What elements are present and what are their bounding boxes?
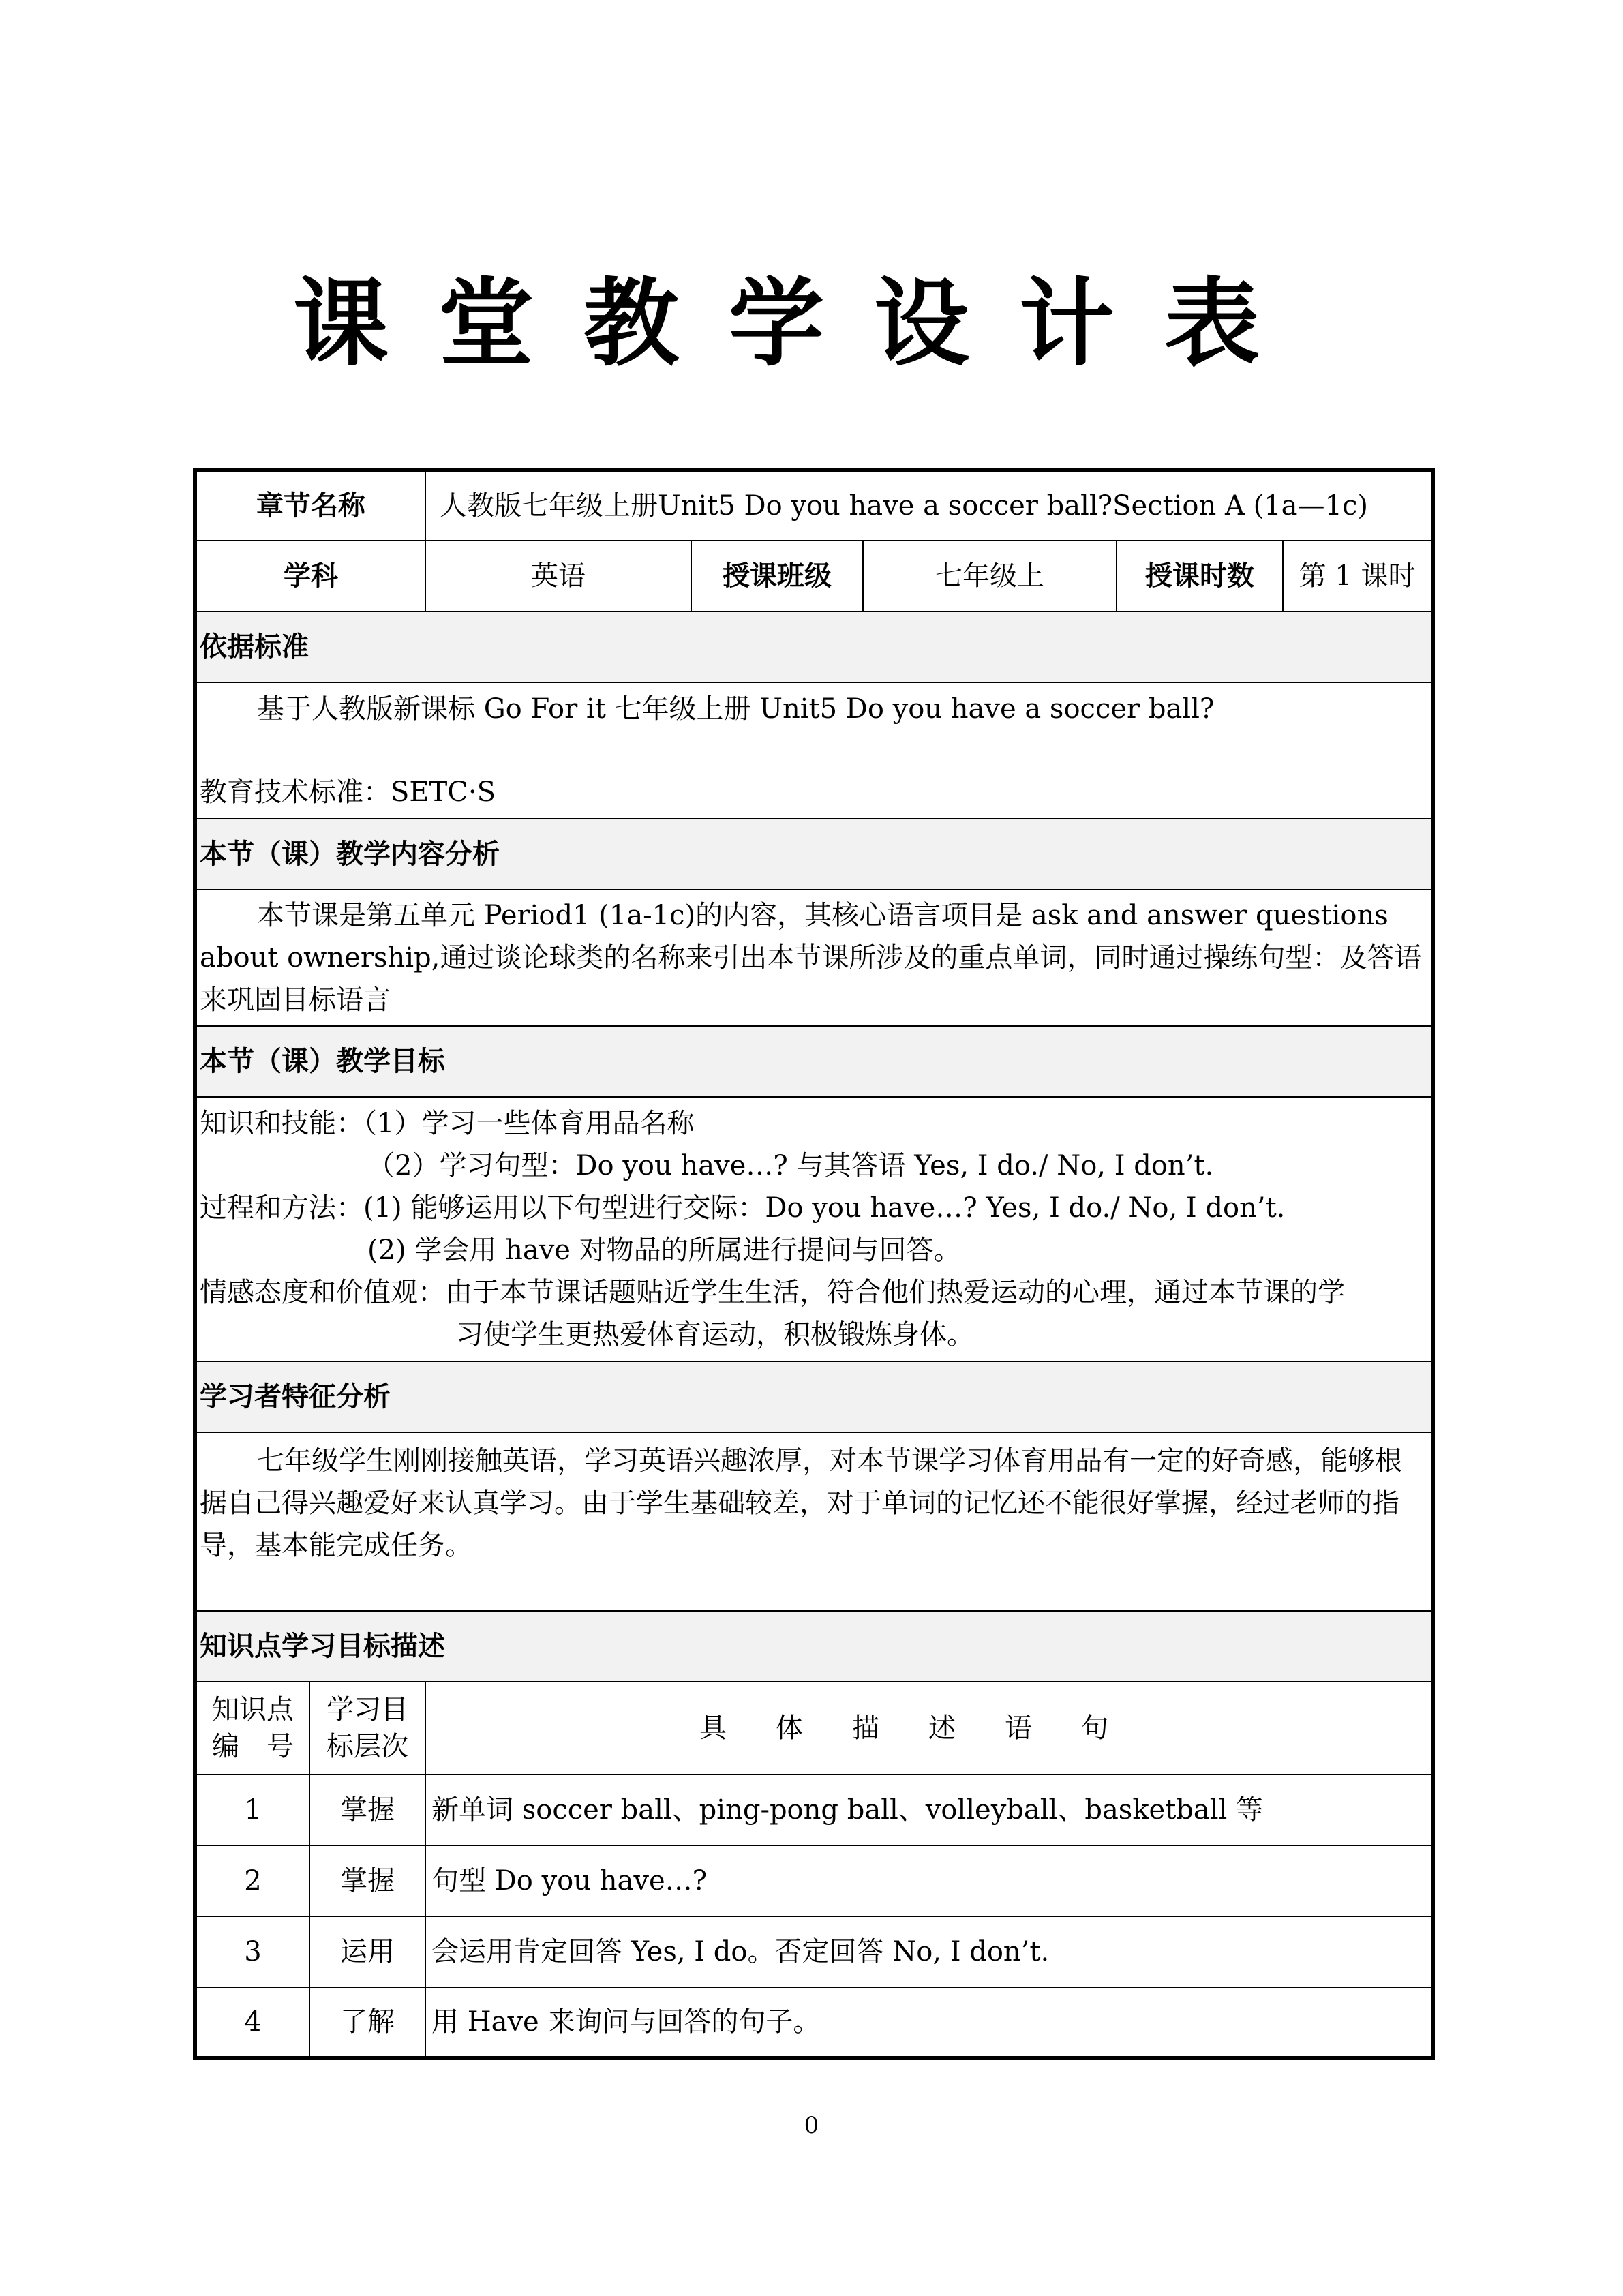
standards-line: 教育技术标准：SETC·S	[200, 776, 496, 808]
knowledge-heading: 知识点学习目标描述	[195, 1611, 1433, 1682]
standards-line: 基于人教版新课标 Go For it 七年级上册 Unit5 Do you have a soccer ball?	[257, 693, 1215, 725]
subject-label: 学科	[195, 541, 425, 611]
knowledge-description: 句型 Do you have…?	[425, 1845, 1433, 1916]
hours-value: 第 1 课时	[1283, 541, 1433, 611]
title-char: 教	[583, 268, 680, 380]
page-title	[293, 268, 1260, 380]
standards-body	[195, 682, 1433, 819]
knowledge-level: 掌握	[309, 1845, 425, 1916]
subject-value: 英语	[425, 541, 691, 611]
objective-line: 情感态度和价值观：由于本节课话题贴近学生生活，符合他们热爱运动的心理，通过本节课的学	[200, 1277, 1345, 1308]
objective-line: 习使学生更热爱体育运动，积极锻炼身体。	[456, 1319, 974, 1350]
title-char: 学	[729, 268, 825, 380]
table-row	[195, 1774, 1433, 1845]
objective-line: (2) 学会用 have 对物品的所属进行提问与回答。	[367, 1235, 961, 1266]
header-line: 编 号	[212, 1731, 294, 1762]
learners-heading: 学习者特征分析	[195, 1361, 1433, 1432]
knowledge-level: 了解	[309, 1987, 425, 2058]
learners-text: 七年级学生刚刚接触英语，学习英语兴趣浓厚，对本节课学习体育用品有一定的好奇感，能够根据自己得兴趣爱好来认真学习。由于学生基础较差，对于单词的记忆还不能很好掌握，经过老师的指导，基本能完成任务。	[200, 1445, 1402, 1561]
objectives-heading: 本节（课）教学目标	[195, 1026, 1433, 1097]
chapter-value: 人教版七年级上册Unit5 Do you have a soccer ball?Section A (1a—1c)	[425, 470, 1433, 541]
title-char: 课	[293, 268, 389, 380]
title-char: 设	[874, 268, 970, 380]
knowledge-number: 4	[195, 1987, 309, 2058]
knowledge-number: 3	[195, 1916, 309, 1987]
table-row	[195, 1987, 1433, 2058]
standards-heading: 依据标准	[195, 611, 1433, 682]
knowledge-level: 运用	[309, 1916, 425, 1987]
objective-line: （2）学习句型：Do you have…? 与其答语 Yes, I do./ No, I don’t.	[367, 1150, 1214, 1181]
header-line: 学习目	[327, 1694, 408, 1725]
objective-line: 知识和技能：（1）学习一些体育用品名称	[200, 1108, 695, 1139]
knowledge-col-description-header: 具体描述语句	[425, 1682, 1433, 1774]
lesson-design-table	[193, 468, 1435, 2060]
knowledge-description: 会运用肯定回答 Yes, I do。否定回答 No, I don’t.	[425, 1916, 1433, 1987]
knowledge-col-level-header	[309, 1682, 425, 1774]
knowledge-description: 用 Have 来询问与回答的句子。	[425, 1987, 1433, 2058]
content-analysis-heading: 本节（课）教学内容分析	[195, 819, 1433, 890]
title-char: 堂	[438, 268, 534, 380]
knowledge-level: 掌握	[309, 1774, 425, 1845]
objectives-body	[195, 1097, 1433, 1361]
table-row	[195, 1916, 1433, 1987]
page-number: 0	[804, 2112, 819, 2139]
hours-label: 授课时数	[1117, 541, 1283, 611]
title-char: 表	[1164, 268, 1260, 380]
class-value: 七年级上	[863, 541, 1117, 611]
knowledge-description: 新单词 soccer ball、ping-pong ball、volleyball、basketball 等	[425, 1774, 1433, 1845]
knowledge-number: 2	[195, 1845, 309, 1916]
learners-body	[195, 1432, 1433, 1611]
table-row	[195, 1845, 1433, 1916]
knowledge-col-number-header	[195, 1682, 309, 1774]
title-char: 计	[1019, 268, 1115, 380]
class-label: 授课班级	[691, 541, 863, 611]
objective-line: 过程和方法：(1) 能够运用以下句型进行交际：Do you have…? Yes, I do./ No, I don’t.	[200, 1192, 1286, 1224]
knowledge-number: 1	[195, 1774, 309, 1845]
header-line: 知识点	[212, 1694, 294, 1725]
header-line: 标层次	[327, 1731, 408, 1762]
chapter-label: 章节名称	[195, 470, 425, 541]
content-analysis-text: 本节课是第五单元 Period1 (1a-1c)的内容，其核心语言项目是 ask and answer questions about ownership,通过谈论球类的名称来引出本节课所涉及的重点单词，同时通过操练句型：及答语来巩固目标语言	[200, 900, 1422, 1016]
content-analysis-body	[195, 890, 1433, 1026]
